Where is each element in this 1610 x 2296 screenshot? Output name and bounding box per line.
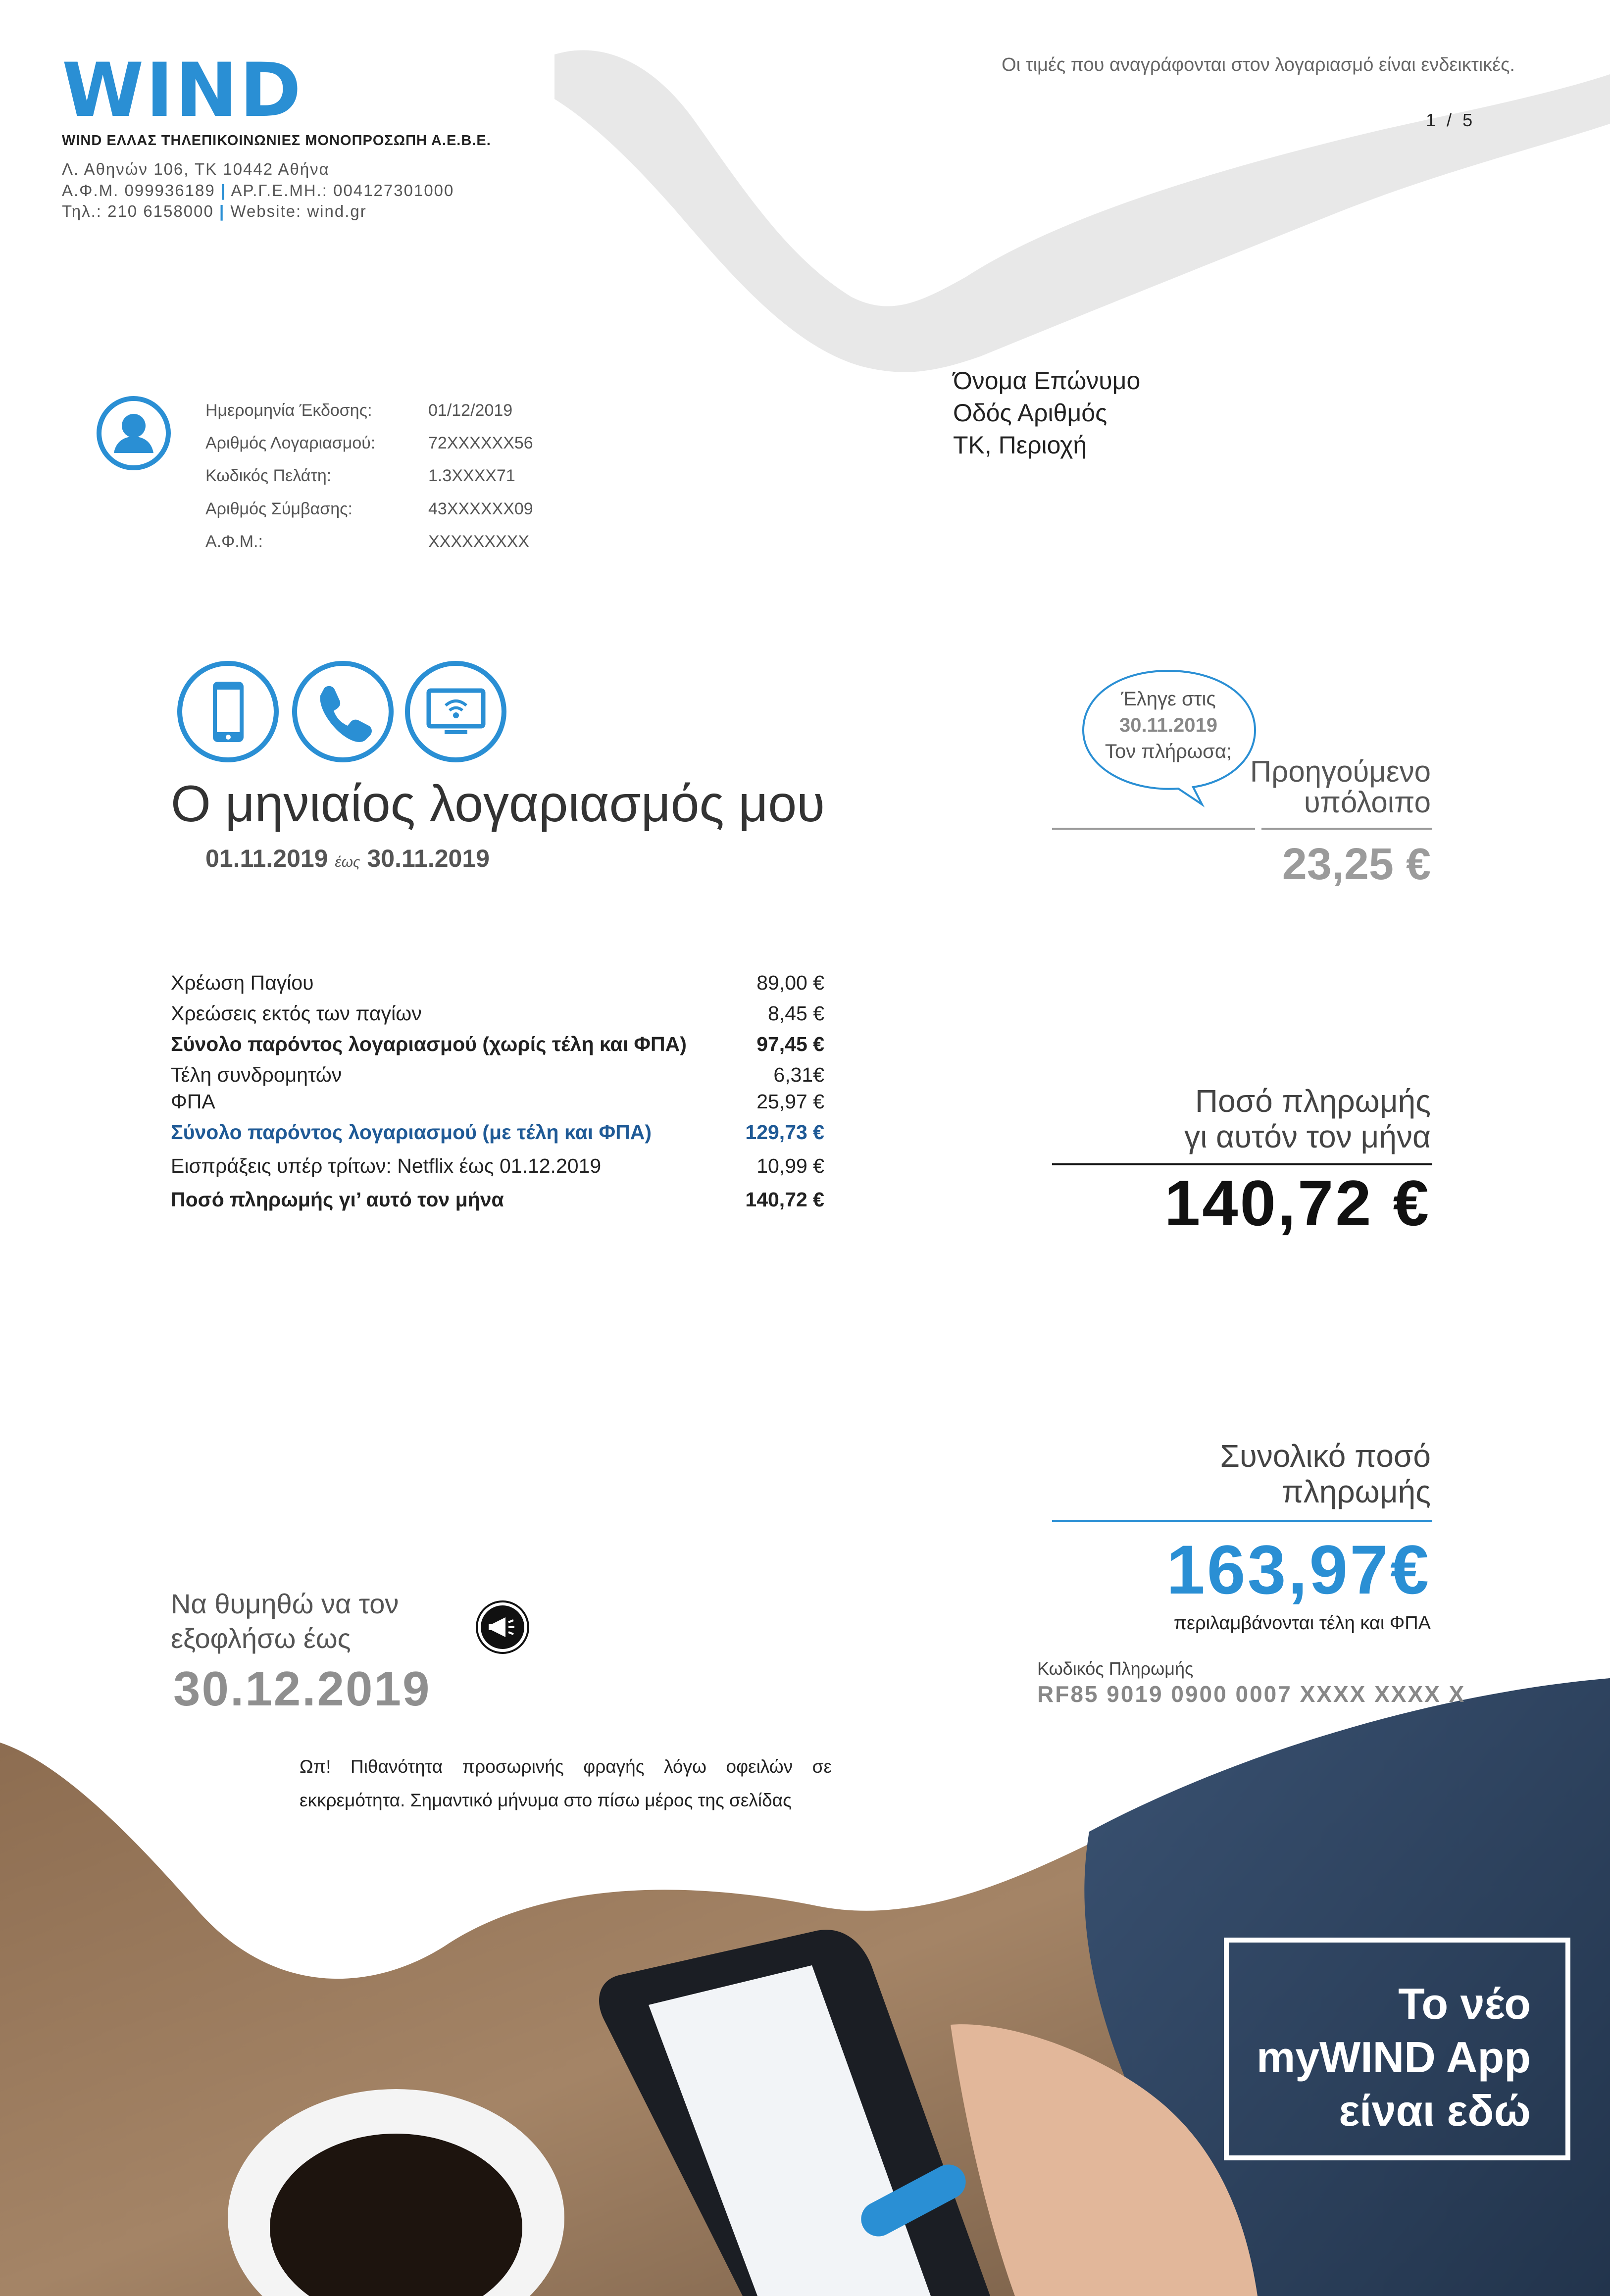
previous-label-line1: Προηγούμενο (1250, 755, 1431, 788)
tv-icon (405, 661, 506, 762)
account-row-value: XXXXXXXXX (428, 532, 530, 551)
account-row-issue-date (205, 401, 512, 420)
recipient-city: ΤΚ, Περιοχή (953, 431, 1087, 459)
charge-label: Χρέωση Παγίου (171, 971, 314, 994)
charge-value: 97,45 € (756, 1033, 824, 1055)
promo-text (1257, 1977, 1531, 2138)
account-row-tax-id (205, 532, 529, 551)
company-name: WIND ΕΛΛΑΣ ΤΗΛΕΠΙΚΟΙΝΩΝΙΕΣ ΜΟΝΟΠΡΟΣΩΠΗ Α.Ε.Β.Ε. (62, 133, 491, 149)
reminder-line1: Να θυμηθώ να τον (171, 1588, 399, 1619)
company-website: Website: wind.gr (230, 202, 367, 220)
charge-row-payment (171, 1188, 824, 1211)
charge-row-total (171, 1121, 824, 1144)
previous-label-line2: υπόλοιπο (1304, 786, 1431, 819)
bubble-question: Τον πλήρωσα; (1105, 741, 1232, 762)
charge-label: Σύνολο παρόντος λογαριασμού (χωρίς τέλη και ΦΠΑ) (171, 1033, 687, 1055)
blocking-warning: Ωπ! Πιθανότητα προσωρινής φραγής λόγω οφειλών σε εκκρεμότητα. Σημαντικό μήνυμα στο πίσω μέρος της σελίδας (300, 1756, 832, 1810)
bubble-due-text: Έληγε στις (1121, 688, 1216, 710)
smartphone-icon (177, 661, 279, 762)
promo-line2: myWIND App (1256, 2033, 1531, 2082)
user-icon (97, 396, 171, 470)
payment-code: RF85 9019 0900 0007 XXXX XXXX X (1037, 1681, 1466, 1707)
swoosh-shape (554, 50, 1610, 372)
bill-period (205, 844, 490, 873)
total-payment-note: περιλαμβάνονται τέλη και ΦΠΑ (1173, 1613, 1431, 1634)
period-from: 01.11.2019 (205, 845, 328, 872)
monthly-payment-label (1040, 1083, 1431, 1154)
account-row-label: Αριθμός Λογαριασμού: (205, 434, 376, 452)
monthly-label-line1: Ποσό πληρωμής (1195, 1083, 1431, 1119)
bill-title: Ο μηνιαίος λογαριασμός μου (171, 775, 825, 833)
account-row-label: Α.Φ.Μ.: (205, 532, 263, 551)
charge-value: 89,00 € (756, 971, 824, 994)
account-row-value: 01/12/2019 (428, 401, 513, 420)
reminder-line2: εξοφλήσω έως (171, 1623, 351, 1654)
account-row-label: Αριθμός Σύμβασης: (205, 499, 352, 518)
account-row-value: 72XXXXXX56 (428, 434, 533, 452)
period-to: 30.11.2019 (367, 845, 490, 872)
charge-row (171, 1154, 824, 1178)
account-row-customer-code (205, 466, 515, 486)
company-address: Λ. Αθηνών 106, ΤΚ 10442 Αθήνα (62, 160, 330, 178)
total-label-line2: πληρωμής (1281, 1474, 1431, 1509)
divider (1052, 828, 1255, 830)
phone-icon (292, 661, 394, 762)
charge-value: 8,45 € (768, 1002, 824, 1025)
prices-notice: Οι τιμές που αναγράφονται στον λογαριασμό είναι ενδεικτικές. (1002, 54, 1515, 75)
account-row-contract-number (205, 499, 533, 519)
reminder-text (171, 1587, 399, 1656)
charge-row-subtotal (171, 1033, 824, 1056)
period-word: έως (335, 854, 360, 870)
charge-label: Εισπράξεις υπέρ τρίτων: Netflix έως 01.12.2019 (171, 1154, 602, 1177)
page-indicator (1426, 110, 1475, 131)
account-row-value: 1.3XXXX71 (428, 466, 515, 485)
total-label-line1: Συνολικό ποσό (1220, 1438, 1431, 1474)
mywind-app-promo[interactable] (1224, 1938, 1570, 2160)
charge-label: ΦΠΑ (171, 1090, 215, 1113)
total-payment-amount: 163,97€ (1166, 1531, 1431, 1608)
account-row-label: Κωδικός Πελάτη: (205, 466, 332, 485)
company-phone: Τηλ.: 210 6158000 (62, 202, 214, 220)
separator: | (220, 181, 227, 200)
charge-value: 10,99 € (756, 1154, 824, 1177)
previous-balance-amount: 23,25 € (1282, 840, 1431, 889)
page-current: 1 (1426, 110, 1439, 130)
charge-label: Τέλη συνδρομητών (171, 1063, 342, 1086)
charge-row (171, 1063, 824, 1087)
charge-row (171, 971, 824, 995)
divider (1261, 828, 1432, 830)
monthly-payment-amount: 140,72 € (1164, 1167, 1431, 1239)
promo-line1: Το νέο (1398, 1979, 1531, 2028)
charge-label: Σύνολο παρόντος λογαριασμού (με τέλη και ΦΠΑ) (171, 1121, 652, 1144)
recipient-street: Οδός Αριθμός (953, 399, 1107, 427)
page-total: 5 (1462, 110, 1476, 130)
bubble-due-date: 30.11.2019 (1119, 714, 1217, 736)
company-tax-line (62, 181, 454, 200)
charge-label: Χρεώσεις εκτός των παγίων (171, 1002, 422, 1025)
page-sep: / (1447, 110, 1455, 130)
account-row-account-number (205, 434, 533, 453)
total-payment-label (1040, 1438, 1431, 1509)
account-row-value: 43XXXXXX09 (428, 499, 533, 518)
charge-label: Ποσό πληρωμής γι’ αυτό τον μήνα (171, 1188, 504, 1211)
separator: | (219, 202, 225, 220)
recipient-name: Όνομα Επώνυμο (953, 367, 1141, 395)
charge-row (171, 1090, 824, 1113)
company-contact-line (62, 202, 367, 221)
previous-balance-label (1188, 756, 1431, 818)
due-date: 30.12.2019 (173, 1661, 431, 1716)
registry-id: ΑΡ.Γ.Ε.ΜΗ.: 004127301000 (231, 181, 454, 200)
charge-value: 129,73 € (745, 1121, 824, 1144)
charge-value: 140,72 € (745, 1188, 824, 1211)
payment-code-label: Κωδικός Πληρωμής (1037, 1658, 1194, 1679)
tax-id: Α.Φ.Μ. 099936189 (62, 181, 215, 200)
wind-logo: WIND (62, 48, 303, 134)
promo-line3: είναι εδώ (1339, 2086, 1531, 2135)
divider (1052, 1163, 1432, 1165)
charge-row (171, 1002, 824, 1025)
divider (1052, 1520, 1432, 1522)
charge-value: 6,31€ (773, 1063, 824, 1086)
account-row-label: Ημερομηνία Έκδοσης: (205, 401, 372, 420)
megaphone-icon (478, 1602, 527, 1652)
monthly-label-line2: γι αυτόν τον μήνα (1184, 1119, 1431, 1154)
charge-value: 25,97 € (756, 1090, 824, 1113)
